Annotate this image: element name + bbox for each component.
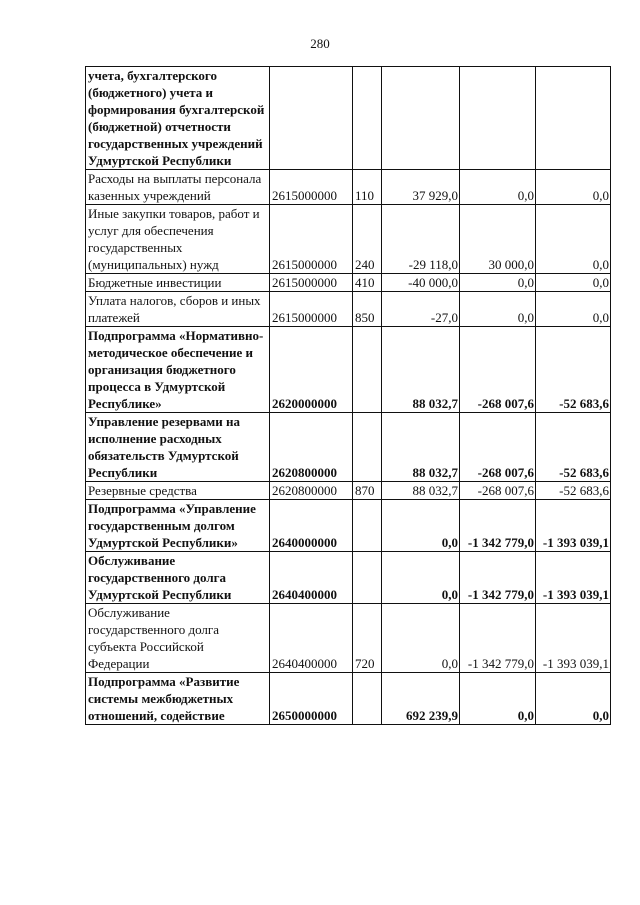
row-code: 2620000000: [270, 327, 353, 413]
row-value-3: 0,0: [536, 170, 611, 205]
row-name: Обслуживание государственного долга субъекта Российской Федерации: [86, 604, 270, 673]
row-value-1: 692 239,9: [382, 673, 460, 725]
row-value-3: 0,0: [536, 673, 611, 725]
row-value-2: [460, 67, 536, 170]
row-value-1: 88 032,7: [382, 413, 460, 482]
table-row: [86, 482, 611, 500]
table-row: [86, 552, 611, 604]
table-row: [86, 67, 611, 170]
table-row: [86, 413, 611, 482]
row-value-1: 0,0: [382, 500, 460, 552]
row-value-2: 0,0: [460, 292, 536, 327]
row-value-3: -52 683,6: [536, 482, 611, 500]
row-expense-type: [353, 413, 382, 482]
row-value-2: 0,0: [460, 274, 536, 292]
row-expense-type: [353, 67, 382, 170]
row-value-1: -29 118,0: [382, 205, 460, 274]
row-code: [270, 67, 353, 170]
row-value-2: -268 007,6: [460, 327, 536, 413]
row-value-2: 30 000,0: [460, 205, 536, 274]
row-value-1: 0,0: [382, 604, 460, 673]
row-code: 2640400000: [270, 552, 353, 604]
table-row: [86, 292, 611, 327]
row-value-3: 0,0: [536, 205, 611, 274]
row-value-1: 0,0: [382, 552, 460, 604]
table-row: [86, 604, 611, 673]
row-value-2: -268 007,6: [460, 482, 536, 500]
row-name: Управление резервами на исполнение расходных обязательств Удмуртской Республики: [86, 413, 270, 482]
row-value-1: -27,0: [382, 292, 460, 327]
row-name: Обслуживание государственного долга Удмуртской Республики: [86, 552, 270, 604]
row-code: 2615000000: [270, 205, 353, 274]
row-name: Уплата налогов, сборов и иных платежей: [86, 292, 270, 327]
row-expense-type: 850: [353, 292, 382, 327]
table-row: [86, 673, 611, 725]
row-expense-type: [353, 500, 382, 552]
row-value-3: [536, 67, 611, 170]
row-value-3: 0,0: [536, 292, 611, 327]
table-row: [86, 274, 611, 292]
row-name: Резервные средства: [86, 482, 270, 500]
row-code: 2620800000: [270, 413, 353, 482]
row-expense-type: 240: [353, 205, 382, 274]
row-name: Подпрограмма «Управление государственным долгом Удмуртской Республики»: [86, 500, 270, 552]
row-value-3: 0,0: [536, 274, 611, 292]
row-name: Иные закупки товаров, работ и услуг для обеспечения государственных (муниципальных) нужд: [86, 205, 270, 274]
row-value-3: -1 393 039,1: [536, 604, 611, 673]
row-name: учета, бухгалтерского (бюджетного) учета и формирования бухгалтерской (бюджетной) отчетности государственных учреждений Удмуртской Республики: [86, 67, 270, 170]
row-name: Расходы на выплаты персонала казенных учреждений: [86, 170, 270, 205]
page-number: 280: [310, 36, 330, 51]
row-value-1: 37 929,0: [382, 170, 460, 205]
row-name: Бюджетные инвестиции: [86, 274, 270, 292]
row-value-2: 0,0: [460, 170, 536, 205]
row-expense-type: 720: [353, 604, 382, 673]
row-expense-type: 410: [353, 274, 382, 292]
row-code: 2615000000: [270, 170, 353, 205]
table-row: [86, 500, 611, 552]
row-value-2: -1 342 779,0: [460, 552, 536, 604]
row-code: 2640400000: [270, 604, 353, 673]
row-value-1: [382, 67, 460, 170]
table-row: [86, 327, 611, 413]
row-code: 2650000000: [270, 673, 353, 725]
row-value-3: -52 683,6: [536, 327, 611, 413]
row-value-3: -1 393 039,1: [536, 552, 611, 604]
row-value-1: 88 032,7: [382, 482, 460, 500]
row-name: Подпрограмма «Развитие системы межбюджетных отношений, содействие: [86, 673, 270, 725]
row-code: 2615000000: [270, 292, 353, 327]
row-value-1: -40 000,0: [382, 274, 460, 292]
row-value-1: 88 032,7: [382, 327, 460, 413]
budget-table: [85, 66, 611, 725]
row-name: Подпрограмма «Нормативно-методическое обеспечение и организация бюджетного процесса в Удмуртской Республике»: [86, 327, 270, 413]
row-expense-type: 870: [353, 482, 382, 500]
table-row: [86, 205, 611, 274]
row-expense-type: [353, 673, 382, 725]
row-code: 2620800000: [270, 482, 353, 500]
row-code: 2640000000: [270, 500, 353, 552]
row-value-3: -1 393 039,1: [536, 500, 611, 552]
row-value-2: 0,0: [460, 673, 536, 725]
row-value-3: -52 683,6: [536, 413, 611, 482]
row-expense-type: [353, 327, 382, 413]
row-expense-type: [353, 552, 382, 604]
row-value-2: -268 007,6: [460, 413, 536, 482]
row-code: 2615000000: [270, 274, 353, 292]
table-row: [86, 170, 611, 205]
row-value-2: -1 342 779,0: [460, 604, 536, 673]
row-expense-type: 110: [353, 170, 382, 205]
row-value-2: -1 342 779,0: [460, 500, 536, 552]
